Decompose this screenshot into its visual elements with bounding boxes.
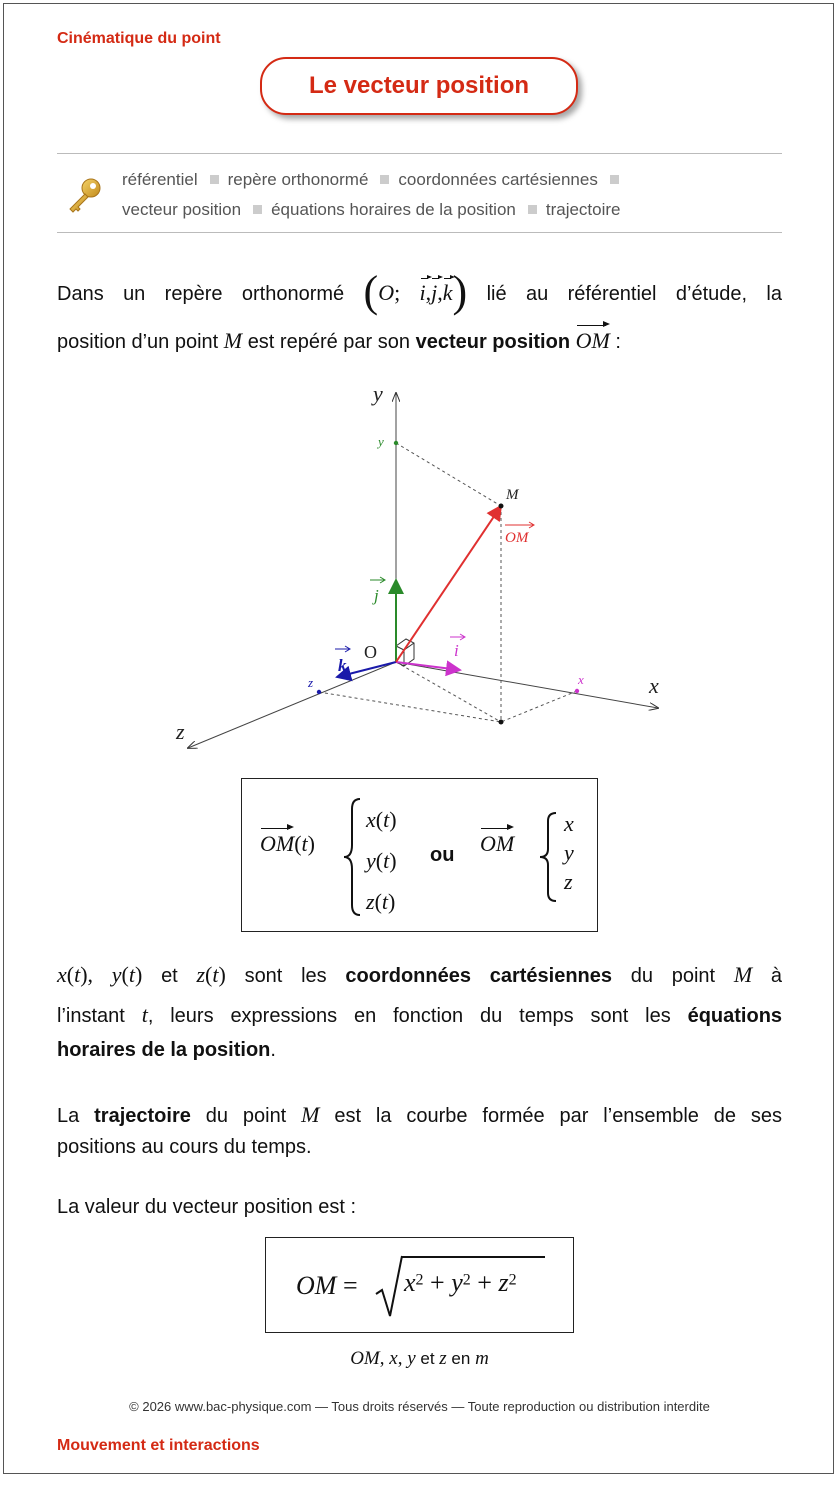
keywords-line-1 [122,170,628,190]
point-projection-xz [499,720,504,725]
para2-line-3: horaires de la position. [57,1039,276,1061]
para2-line-2: l’instant t, leurs expressions en fonction du temps sont les équations [57,1002,783,1027]
om-static: OM [480,831,515,856]
section-label-top: Cinématique du point [57,30,221,47]
point-proj-y [394,441,398,445]
coordinates-equation-box [241,778,598,932]
para4: La valeur du vecteur position est : [57,1196,357,1218]
sqrt-bar [401,1256,545,1258]
coords-of-t: x(t) y(t) z(t) [366,807,397,914]
copyright-notice: © 2026 www.bac-physique.com — Tous droits réservés — Toute reproduction ou distribution interdite [129,1399,710,1414]
keyword: coordonnées cartésiennes [398,170,598,189]
position-vector-figure [160,375,680,775]
unit-j-label: j [374,586,379,605]
page-title: Le vecteur position [260,57,578,115]
frame-notation: (O; i,j,k) [363,267,468,316]
keyword-separator [210,175,219,184]
om-of-t: OM(t) [260,831,315,856]
intro-line-1: Dans un repère orthonormé (O; i,j,k) lié au référentiel d’étude, la [57,267,782,316]
magnitude-equation-box [265,1237,574,1333]
point-m [499,504,504,509]
point-m-label: M [506,487,519,503]
key-icon [65,176,105,216]
ou-label: ou [430,844,455,866]
section-label-bottom: Mouvement et interactions [57,1437,260,1454]
brace-left-2 [538,811,560,903]
para3-line-2: positions au cours du temps. [57,1136,312,1158]
keyword: repère orthonormé [227,170,369,189]
units-line: OM, x, y et z en m [350,1348,489,1369]
proj-y-label: y [378,434,384,449]
coords-static: x y z [564,811,574,894]
keywords-band [57,153,782,233]
unit-k-label: k [338,656,347,675]
x-axis [396,662,658,708]
para2-line-1: x(t), y(t) et z(t) sont les coordonnées cartésiennes du point M à [57,962,783,987]
proj-x-label: x [578,672,584,687]
point-proj-z [317,690,321,694]
origin-label: O [364,642,377,662]
keyword: vecteur position [122,200,242,219]
z-axis [188,662,396,748]
keyword-separator [380,175,389,184]
brace-left-1 [342,797,364,917]
keyword-separator [528,205,537,214]
unit-i-label: i [454,641,459,660]
para3-line-1: La trajectoire du point M est la courbe formée par l’ensemble de ses [57,1102,783,1127]
axis-z-label: z [176,719,185,744]
keyword-separator [253,205,262,214]
vector-om-label: OM [505,530,529,546]
keywords-line-2 [122,200,621,220]
proj-z-label: z [308,675,314,690]
vector-om: OM [575,328,610,353]
projection-lines [319,443,577,722]
unit-vector-i [396,662,460,670]
axis-x-label: x [649,673,659,698]
keyword: équations horaires de la position [271,200,516,219]
keyword: trajectoire [545,200,621,219]
keyword-separator [610,175,619,184]
vector-om-arrow [396,506,501,662]
keyword: référentiel [122,170,198,189]
axis-y-label: y [373,381,383,406]
sqrt-sign [374,1254,404,1320]
intro-line-2: position d’un point M est repéré par son vecteur position OM : [57,328,621,353]
sqrt-radicand: $x^2 + y^2 + z^2$ [404,1268,517,1297]
point-proj-x [575,689,579,693]
magnitude-formula: OM = [296,1271,358,1300]
